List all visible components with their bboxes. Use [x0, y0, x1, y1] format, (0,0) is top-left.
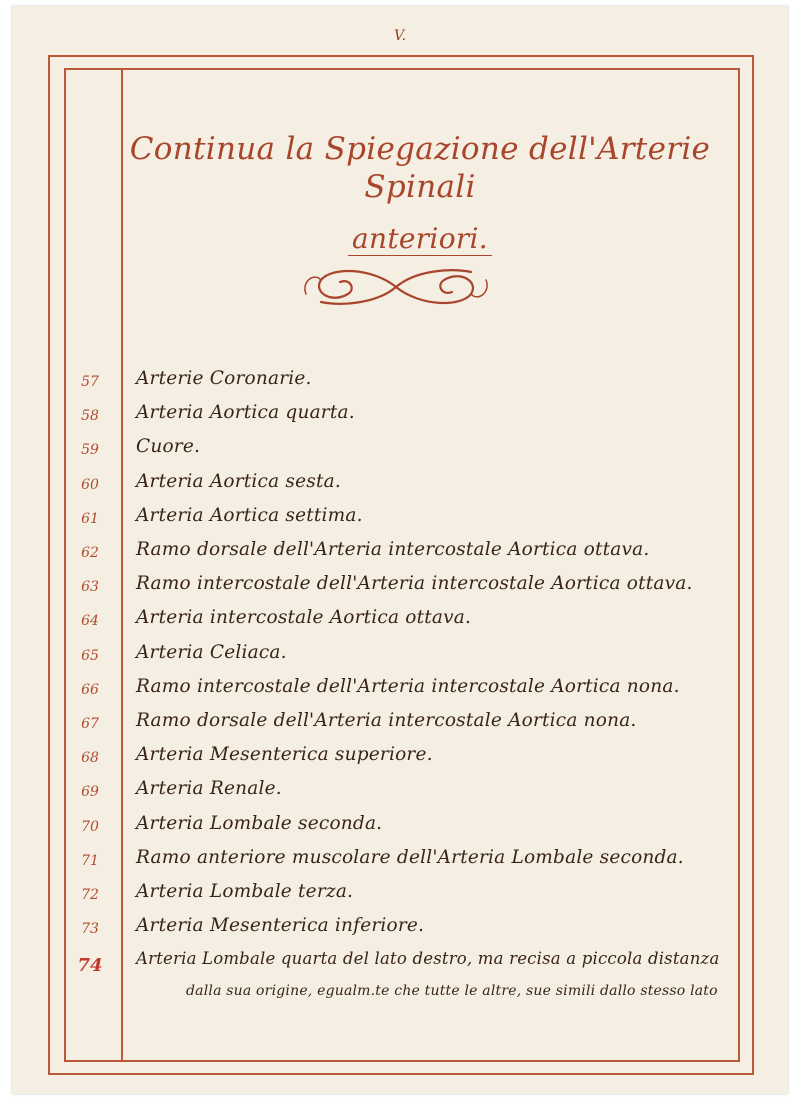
folio-number: V.	[393, 28, 407, 44]
entry-text: Arteria Aortica settima.	[136, 504, 363, 526]
entry-text: Arteria Mesenterica inferiore.	[136, 915, 425, 937]
entry-row	[0, 573, 760, 607]
entry-number: 71	[81, 852, 99, 869]
title-line-1: Continua la Spiegazione dell'Arterie Spinali	[129, 131, 711, 205]
entry-row	[0, 505, 760, 539]
entry-number: 61	[81, 510, 99, 527]
entry-text: Arteria Lombale seconda.	[136, 812, 383, 834]
entry-number: 65	[81, 647, 99, 664]
page-title	[100, 130, 740, 258]
entry-text: Ramo anteriore muscolare dell'Arteria Lombale seconda.	[136, 846, 684, 868]
entry-text: Ramo dorsale dell'Arteria intercostale Aortica nona.	[136, 710, 637, 731]
entry-text: Ramo intercostale dell'Arteria intercostale Aortica ottava.	[136, 573, 693, 595]
entry-row	[0, 778, 760, 812]
title-line-2: anteriori.	[100, 220, 740, 258]
entry-number: 72	[81, 887, 99, 903]
entry-text: Ramo intercostale dell'Arteria intercostale Aortica nona.	[136, 675, 680, 697]
entry-text: Cuore.	[136, 436, 201, 458]
entry-row	[0, 368, 760, 402]
entry-text: Arteria Renale.	[136, 778, 282, 800]
entry-row	[0, 881, 760, 915]
entry-text: Arterie Coronarie.	[136, 368, 312, 389]
entry-number: 67	[81, 716, 99, 732]
entry-row	[0, 710, 760, 744]
entry-number: 68	[81, 750, 99, 767]
entry-number: 73	[81, 921, 99, 938]
entry-text: Ramo dorsale dell'Arteria intercostale Aortica ottava.	[136, 539, 650, 560]
entry-text: Arteria Lombale terza.	[136, 881, 354, 902]
entry-row	[0, 813, 760, 847]
ornament-flourish-icon	[286, 262, 506, 312]
entry-number: 63	[81, 579, 99, 596]
entry-number: 58	[81, 408, 99, 425]
entry-row	[0, 471, 760, 505]
entry-number: 60	[81, 476, 99, 493]
entry-text: Arteria Aortica quarta.	[136, 402, 355, 424]
entry-text: Arteria Aortica sesta.	[136, 470, 341, 492]
entry-row	[0, 949, 760, 1000]
entry-row	[0, 607, 760, 641]
entry-number: 69	[81, 784, 99, 801]
entry-number: 70	[81, 818, 99, 835]
entry-number: 74	[77, 955, 103, 977]
entry-row	[0, 402, 760, 436]
entry-number: 64	[81, 613, 99, 630]
entry-row	[0, 847, 760, 881]
entry-text-continuation: dalla sua origine, egualm.te che tutte le altre, sue simili dallo stesso lato	[186, 983, 718, 1000]
entry-row	[0, 642, 760, 676]
entry-text: Arteria Celiaca.	[136, 641, 287, 663]
entry-row	[0, 539, 760, 573]
entry-row	[0, 436, 760, 470]
entry-number: 62	[81, 545, 99, 561]
entry-text: Arteria intercostale Aortica ottava.	[136, 607, 472, 629]
entry-number: 59	[81, 442, 99, 459]
entry-row	[0, 915, 760, 949]
entry-text: Arteria Mesenterica superiore.	[136, 744, 433, 766]
entry-row	[0, 744, 760, 778]
entry-row	[0, 676, 760, 710]
entry-number: 66	[81, 681, 99, 698]
entry-text: Arteria Lombale quarta del lato destro, ma recisa a piccola distanza	[136, 949, 720, 969]
entry-number: 57	[81, 374, 99, 390]
